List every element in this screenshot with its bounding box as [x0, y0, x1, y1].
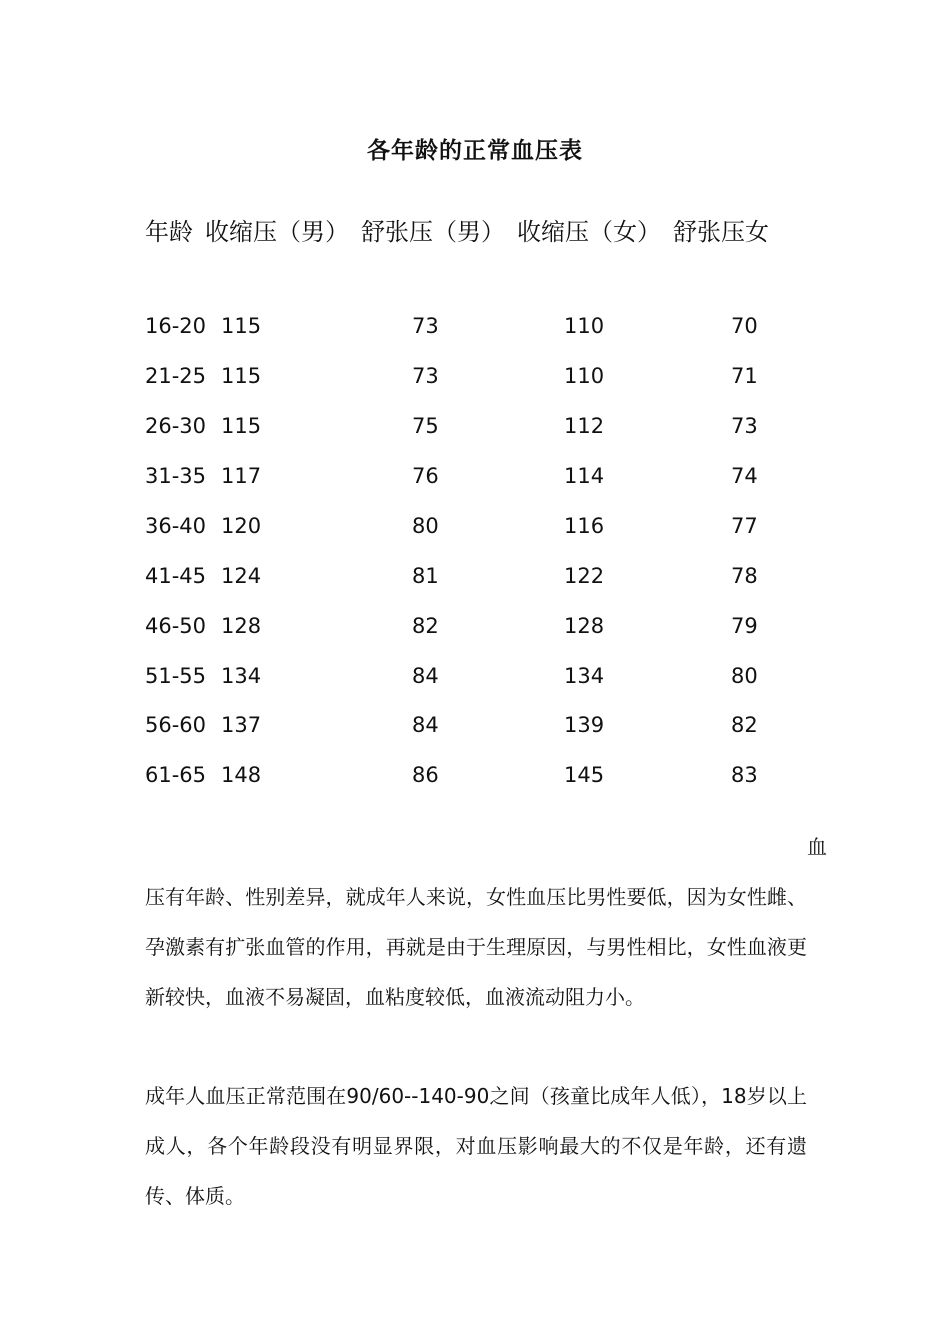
diastolic-female-cell: 79: [731, 614, 758, 638]
diastolic-male-cell: 81: [412, 564, 439, 588]
diastolic-male-cell: 82: [412, 614, 439, 638]
systolic-male-cell: 124: [221, 564, 262, 588]
systolic-male-cell: 128: [221, 614, 262, 638]
diastolic-male-cell: 80: [412, 514, 439, 538]
header-diastolic-female: 舒张压女: [673, 218, 769, 246]
diastolic-female-cell: 77: [731, 514, 758, 538]
systolic-female-cell: 139: [564, 713, 605, 737]
table-row: [0, 311, 950, 341]
systolic-female-cell: 112: [564, 414, 605, 438]
systolic-male-cell: 134: [221, 664, 262, 688]
diastolic-female-cell: 83: [731, 763, 758, 787]
table-row: [0, 611, 950, 641]
table-row: [0, 710, 950, 740]
age-range-cell: 31-35: [145, 464, 207, 488]
age-range-cell: 36-40: [145, 514, 207, 538]
diastolic-female-cell: 70: [731, 314, 758, 338]
paragraph-gender-difference: 压有年龄、性别差异，就成年人来说，女性血压比男性要低，因为女性雌、孕激素有扩张血管的作用，再就是由于生理原因，与男性相比，女性血液更新较快，血液不易凝固，血粘度较低，血液流动阻力小。: [145, 885, 807, 1009]
systolic-male-cell: 115: [221, 314, 262, 338]
table-row: [0, 361, 950, 391]
age-range-cell: 26-30: [145, 414, 207, 438]
age-range-cell: 46-50: [145, 614, 207, 638]
table-header: [145, 207, 825, 257]
paragraph-normal-range: [145, 1071, 807, 1221]
systolic-male-cell: 148: [221, 763, 262, 787]
diastolic-male-cell: 76: [412, 464, 439, 488]
diastolic-female-cell: 80: [731, 664, 758, 688]
systolic-female-cell: 128: [564, 614, 605, 638]
age-range-cell: 16-20: [145, 314, 207, 338]
table-row: [0, 461, 950, 491]
paragraph-first-char: 血: [807, 835, 827, 859]
systolic-male-cell: 137: [221, 713, 262, 737]
diastolic-female-cell: 73: [731, 414, 758, 438]
range-text-1: 成年人血压正常范围在: [145, 1084, 347, 1108]
table-row: [0, 411, 950, 441]
diastolic-male-cell: 73: [412, 364, 439, 388]
diastolic-male-cell: 86: [412, 763, 439, 787]
age-range-cell: 21-25: [145, 364, 207, 388]
age-range-cell: 51-55: [145, 664, 207, 688]
systolic-male-cell: 120: [221, 514, 262, 538]
diastolic-female-cell: 78: [731, 564, 758, 588]
systolic-female-cell: 110: [564, 364, 605, 388]
header-diastolic-male: 舒张压（男）: [361, 218, 505, 246]
diastolic-male-cell: 84: [412, 713, 439, 737]
diastolic-male-cell: 73: [412, 314, 439, 338]
header-age: 年龄: [145, 218, 193, 246]
systolic-female-cell: 134: [564, 664, 605, 688]
systolic-female-cell: 145: [564, 763, 605, 787]
systolic-female-cell: 116: [564, 514, 605, 538]
diastolic-male-cell: 84: [412, 664, 439, 688]
header-systolic-female: 收缩压（女）: [517, 218, 661, 246]
table-row: [0, 511, 950, 541]
range-text-3: 岁以上成人，各个年龄段没有明显界限，对血压影响最大的不仅是年龄，还有遗传、体质。: [145, 1084, 808, 1208]
age-range-cell: 41-45: [145, 564, 207, 588]
age-range-cell: 61-65: [145, 763, 207, 787]
age-value: 18: [721, 1084, 747, 1108]
diastolic-female-cell: 82: [731, 713, 758, 737]
age-range-cell: 56-60: [145, 713, 207, 737]
systolic-male-cell: 115: [221, 414, 262, 438]
systolic-male-cell: 117: [221, 464, 262, 488]
header-systolic-male: 收缩压（男）: [205, 218, 349, 246]
diastolic-female-cell: 71: [731, 364, 758, 388]
table-row: [0, 760, 950, 790]
diastolic-female-cell: 74: [731, 464, 758, 488]
diastolic-male-cell: 75: [412, 414, 439, 438]
page-title: 各年龄的正常血压表: [367, 137, 583, 164]
systolic-female-cell: 110: [564, 314, 605, 338]
range-text-2: 之间（孩童比成年人低），: [489, 1084, 722, 1108]
systolic-female-cell: 114: [564, 464, 605, 488]
table-row: [0, 561, 950, 591]
range-value: 90/60--140-90: [346, 1084, 490, 1108]
systolic-male-cell: 115: [221, 364, 262, 388]
systolic-female-cell: 122: [564, 564, 605, 588]
table-row: [0, 661, 950, 691]
